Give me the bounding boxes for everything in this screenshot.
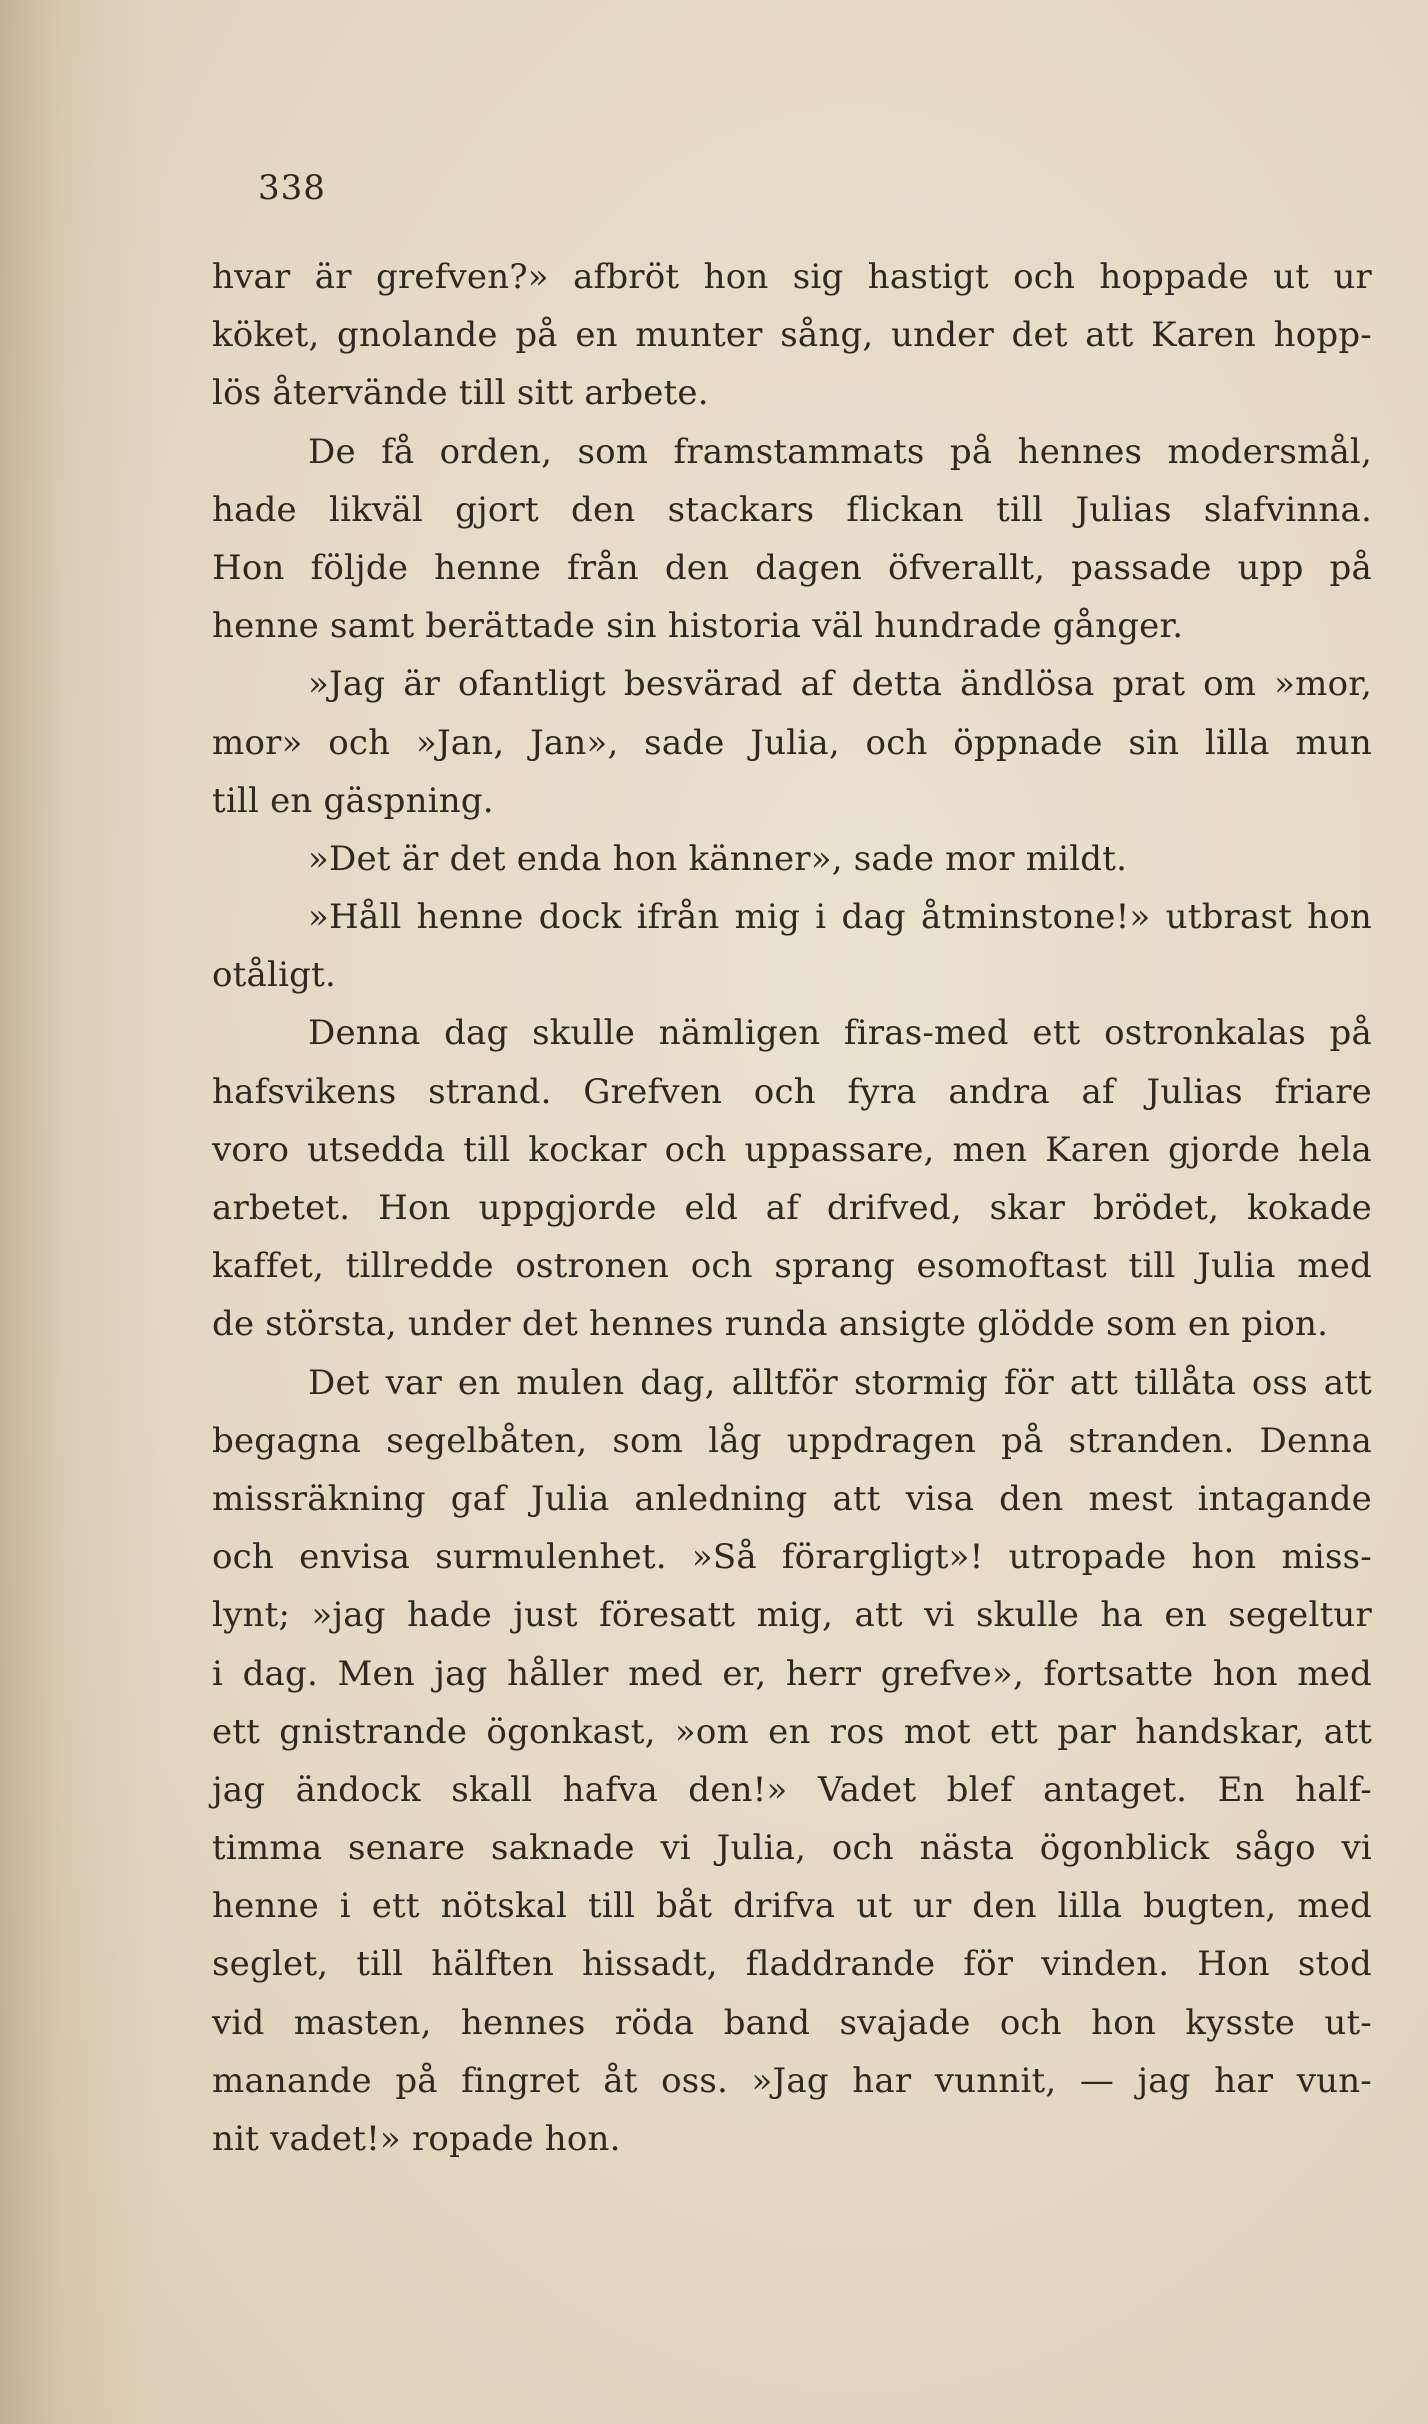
text-line: Det var en mulen dag, alltför stormig för att tillåta oss att	[308, 1362, 1372, 1403]
body-text	[212, 248, 1372, 2168]
text-line: »Håll henne dock ifrån mig i dag åtminstone!» utbrast hon	[308, 897, 1372, 938]
text-line: manande på fingret åt oss. »Jag har vunnit, — jag har vun-	[212, 2060, 1372, 2101]
text-line: lynt; »jag hade just föresatt mig, att vi skulle ha en segeltur	[212, 1595, 1372, 1636]
page-number: 338	[258, 168, 326, 208]
text-line: hade likväl gjort den stackars flickan till Julias slafvinna.	[212, 489, 1372, 530]
text-line: nit vadet!» ropade hon.	[212, 2119, 621, 2159]
text-line: köket, gnolande på en munter sång, under det att Karen hopp-	[212, 315, 1372, 356]
text-line: i dag. Men jag håller med er, herr grefve», fortsatte hon med	[212, 1653, 1372, 1694]
text-line: jag ändock skall hafva den!» Vadet blef antaget. En half-	[212, 1769, 1372, 1810]
text-line: lös återvände till sitt arbete.	[212, 373, 709, 414]
text-line: ett gnistrande ögonkast, »om en ros mot ett par handskar, att	[212, 1711, 1372, 1752]
text-line: timma senare saknade vi Julia, och nästa ögonblick sågo vi	[212, 1828, 1372, 1869]
text-line: De få orden, som framstammats på hennes modersmål,	[308, 431, 1372, 472]
text-line: de största, under det hennes runda ansigte glödde som en pion.	[212, 1304, 1329, 1345]
text-line: hvar är grefven?» afbröt hon sig hastigt och hoppade ut ur	[212, 257, 1372, 297]
text-line: hafsvikens strand. Grefven och fyra andra af Julias friare	[212, 1071, 1372, 1112]
text-line: »Det är det enda hon känner», sade mor mildt.	[308, 838, 1128, 879]
text-line: begagna segelbåten, som låg uppdragen på stranden. Denna	[212, 1420, 1372, 1461]
text-line: mor» och »Jan, Jan», sade Julia, och öppnade sin lilla mun	[212, 722, 1372, 763]
text-line: henne samt berättade sin historia väl hundrade gånger.	[212, 606, 1184, 647]
text-line: och envisa surmulenhet. »Så förargligt»! utropade hon miss-	[212, 1537, 1372, 1578]
text-line: seglet, till hälften hissadt, fladdrande för vinden. Hon stod	[212, 1944, 1372, 1985]
text-line: Denna dag skulle nämligen firas-med ett ostronkalas på	[308, 1013, 1372, 1054]
text-line: henne i ett nötskal till båt drifva ut ur den lilla bugten, med	[212, 1886, 1372, 1927]
text-line: arbetet. Hon uppgjorde eld af drifved, skar brödet, kokade	[212, 1188, 1372, 1228]
text-line: Hon följde henne från den dagen öfverallt, passade upp på	[212, 547, 1372, 588]
text-line: till en gäspning.	[212, 780, 494, 821]
text-line: voro utsedda till kockar och uppassare, men Karen gjorde hela	[212, 1129, 1372, 1170]
text-line: »Jag är ofantligt besvärad af detta ändlösa prat om »mor,	[308, 664, 1372, 705]
text-line: vid masten, hennes röda band svajade och hon kysste ut-	[212, 2002, 1372, 2043]
text-line: otåligt.	[212, 955, 336, 996]
text-line: missräkning gaf Julia anledning att visa den mest intagande	[212, 1478, 1372, 1519]
text-line: kaffet, tillredde ostronen och sprang esomoftast till Julia med	[212, 1246, 1372, 1287]
